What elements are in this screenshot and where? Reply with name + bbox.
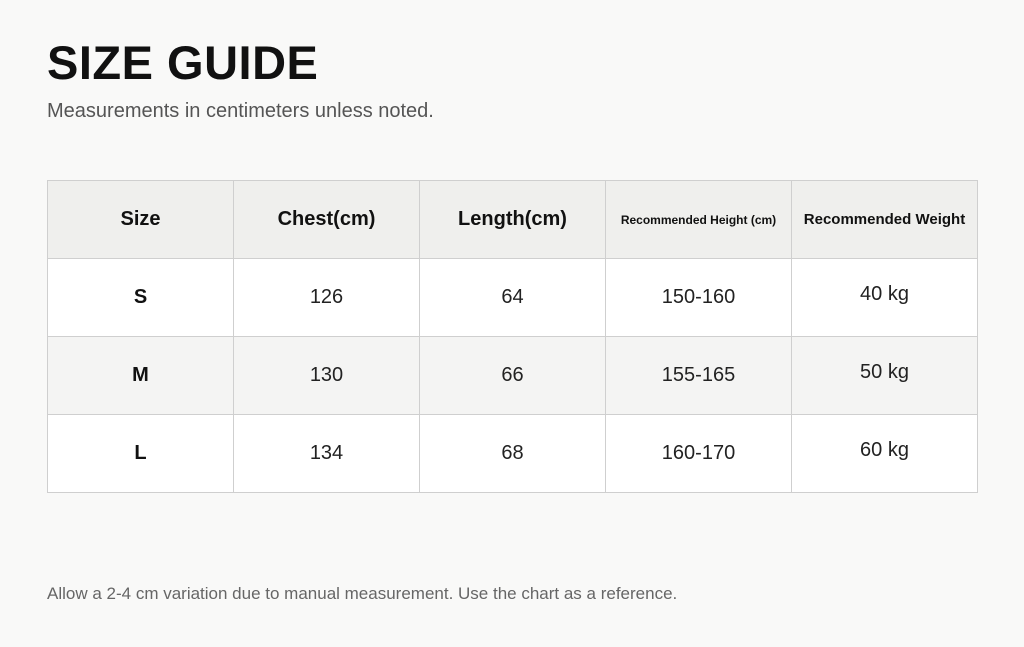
page-subtitle: Measurements in centimeters unless noted. (47, 100, 434, 122)
table-header (48, 181, 978, 259)
size-cell: S (48, 259, 234, 337)
size-chart-table (47, 180, 978, 493)
page-title: SIZE GUIDE (47, 36, 319, 89)
header-recommended-height: Recommended Height (cm) (606, 181, 792, 259)
weight-cell (792, 259, 978, 337)
height-cell: 160-170 (606, 415, 792, 493)
header-chest: Chest(cm) (234, 181, 420, 259)
size-cell: M (48, 337, 234, 415)
weight-cell (792, 415, 978, 493)
header-length: Length(cm) (420, 181, 606, 259)
table-row (48, 259, 978, 337)
table-row (48, 415, 978, 493)
length-cell: 68 (420, 415, 606, 493)
chest-cell: 130 (234, 337, 420, 415)
table-body (48, 259, 978, 493)
table-row (48, 337, 978, 415)
weight-value: 40 kg (860, 283, 909, 305)
size-cell: L (48, 415, 234, 493)
height-cell: 155-165 (606, 337, 792, 415)
weight-value: 50 kg (860, 361, 909, 383)
weight-value: 60 kg (860, 439, 909, 461)
height-cell: 150-160 (606, 259, 792, 337)
header-size: Size (48, 181, 234, 259)
length-cell: 64 (420, 259, 606, 337)
header-recommended-weight: Recommended Weight (792, 181, 978, 259)
chest-cell: 126 (234, 259, 420, 337)
weight-cell (792, 337, 978, 415)
length-cell: 66 (420, 337, 606, 415)
chest-cell: 134 (234, 415, 420, 493)
table-header-row (48, 181, 978, 259)
footnote: Allow a 2-4 cm variation due to manual measurement. Use the chart as a reference. (47, 584, 678, 603)
